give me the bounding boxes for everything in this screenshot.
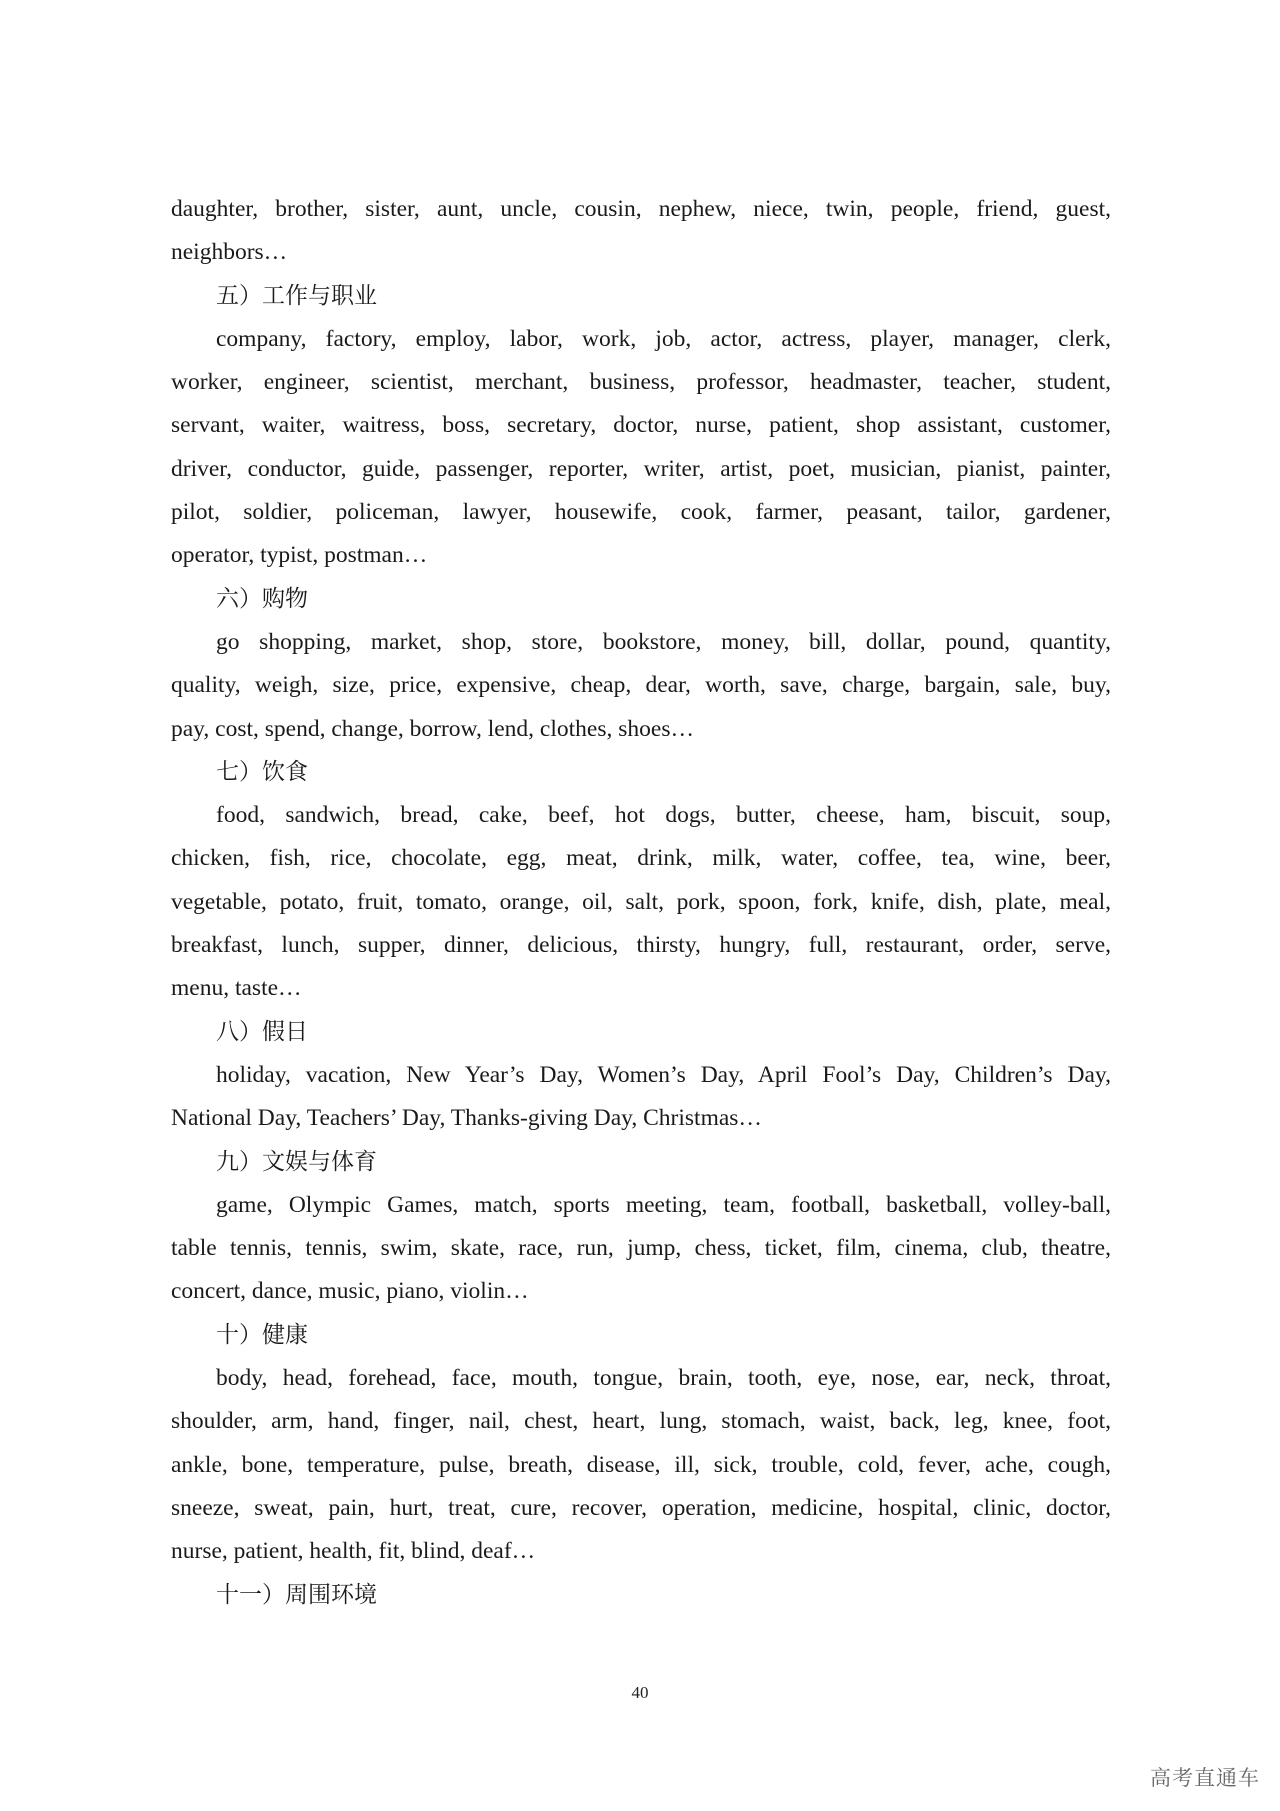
text-line: vegetable, potato, fruit, tomato, orange, oil, salt, pork, spoon, fork, knife, dish, plate, meal, — [171, 888, 1111, 915]
text-line: daughter, brother, sister, aunt, uncle, cousin, nephew, niece, twin, people, friend, guest, — [171, 196, 1111, 222]
text-line: worker, engineer, scientist, merchant, business, professor, headmaster, teacher, student, — [171, 369, 1111, 396]
text-line: holiday, vacation, New Year’s Day, Women’s Day, April Fool’s Day, Children’s Day, — [216, 1061, 1111, 1088]
section-heading: 五）工作与职业 — [216, 282, 377, 309]
text-line: table tennis, tennis, swim, skate, race, run, jump, chess, ticket, film, cinema, club, theatre, — [171, 1235, 1111, 1262]
section-heading: 八）假日 — [216, 1018, 308, 1045]
text-line: National Day, Teachers’ Day, Thanks-giving Day, Christmas… — [171, 1105, 762, 1132]
text-line: shoulder, arm, hand, finger, nail, chest, heart, lung, stomach, waist, back, leg, knee, foot, — [171, 1408, 1111, 1435]
text-line: operator, typist, postman… — [171, 542, 428, 569]
text-line: chicken, fish, rice, chocolate, egg, meat, drink, milk, water, coffee, tea, wine, beer, — [171, 845, 1111, 872]
text-line: pilot, soldier, policeman, lawyer, housewife, cook, farmer, peasant, tailor, gardener, — [171, 499, 1111, 526]
text-line: quality, weigh, size, price, expensive, cheap, dear, worth, save, charge, bargain, sale, buy, — [171, 672, 1111, 699]
text-line: company, factory, employ, labor, work, job, actor, actress, player, manager, clerk, — [216, 325, 1111, 352]
text-line: ankle, bone, temperature, pulse, breath, disease, ill, sick, trouble, cold, fever, ache, cough, — [171, 1451, 1111, 1478]
section-heading: 十）健康 — [216, 1321, 308, 1348]
text-line: breakfast, lunch, supper, dinner, delicious, thirsty, hungry, full, restaurant, order, serve, — [171, 932, 1111, 959]
text-line: sneeze, sweat, pain, hurt, treat, cure, recover, operation, medicine, hospital, clinic, doctor, — [171, 1494, 1111, 1521]
text-line: go shopping, market, shop, store, bookstore, money, bill, dollar, pound, quantity, — [216, 628, 1111, 655]
section-heading: 十一）周围环境 — [216, 1581, 377, 1608]
page-number: 40 — [631, 1683, 649, 1702]
text-line: body, head, forehead, face, mouth, tongue, brain, tooth, eye, nose, ear, neck, throat, — [216, 1365, 1111, 1392]
text-line: driver, conductor, guide, passenger, reporter, writer, artist, poet, musician, pianist, painter, — [171, 455, 1111, 482]
section-heading: 六）购物 — [216, 585, 308, 612]
watermark: 高考直通车 — [1150, 1766, 1260, 1790]
text-line: neighbors… — [171, 239, 288, 266]
section-heading: 九）文娱与体育 — [216, 1148, 377, 1175]
text-line: menu, taste… — [171, 975, 302, 1002]
section-heading: 七）饮食 — [216, 758, 308, 785]
text-line: food, sandwich, bread, cake, beef, hot dogs, butter, cheese, ham, biscuit, soup, — [216, 802, 1111, 829]
text-line: nurse, patient, health, fit, blind, deaf… — [171, 1538, 536, 1565]
text-line: pay, cost, spend, change, borrow, lend, clothes, shoes… — [171, 715, 694, 742]
text-line: game, Olympic Games, match, sports meeting, team, football, basketball, volley-ball, — [216, 1191, 1111, 1218]
text-line: servant, waiter, waitress, boss, secretary, doctor, nurse, patient, shop assistant, customer, — [171, 412, 1111, 439]
document-body — [171, 188, 1111, 1617]
text-line: concert, dance, music, piano, violin… — [171, 1278, 529, 1305]
